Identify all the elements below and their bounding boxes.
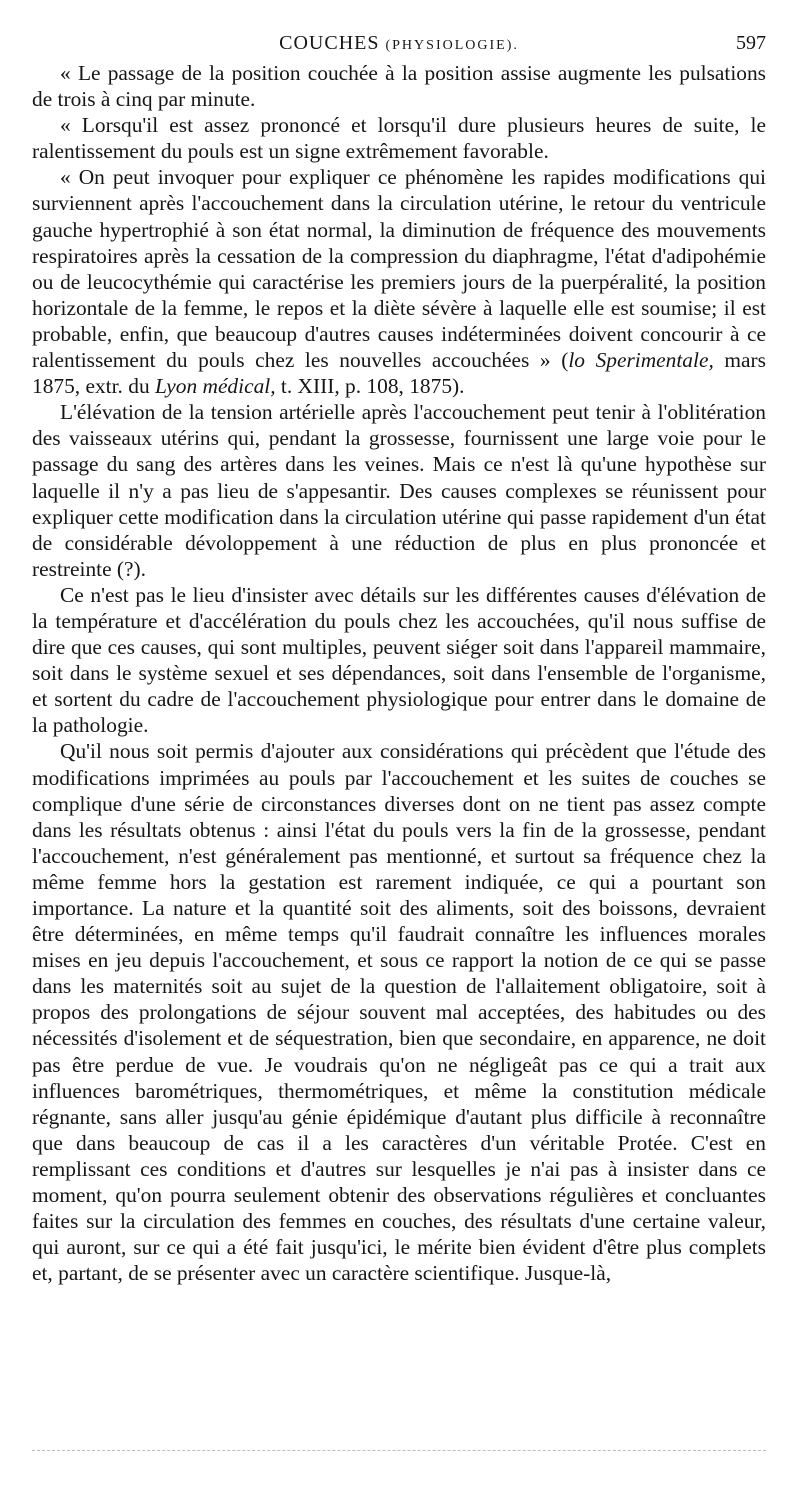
citation-source-lo-sperimentale: lo Sperimentale,	[568, 348, 714, 373]
running-head-subtitle: (PHYSIOLOGIE).	[385, 38, 519, 53]
paragraph-3-text-middle: mars 1875, extr. du	[32, 348, 766, 399]
paragraph-5: Ce n'est pas le lieu d'insister avec détails sur les différentes causes d'élévation de la température et d'accélération du pouls chez les accouchées, qu'il nous suffise de dire que ces causes, qui sont multiples, peuvent siéger soit dans l'appareil mammaire, soit dans le système sexuel et ses dépendances, soit dans l'ensemble de l'organisme, et sortent du cadre de l'accouchement physiologique pour entrer dans le domaine de la pathologie.	[32, 582, 766, 738]
paragraph-4: L'élévation de la tension artérielle après l'accouchement peut tenir à l'oblitération des vaisseaux utérins qui, pendant la grossesse, fournissent une large voie pour le passage du sang des artères dans les veines. Mais ce n'est là qu'une hypothèse sur laquelle il n'y a pas lieu de s'appesantir. Des causes complexes se réunissent pour expliquer cette modification dans la circulation utérine qui passe rapidement d'un état de considérable dévoloppement à une réduction de plus en plus prononcée et restreinte (?).	[32, 400, 766, 581]
paragraph-6: Qu'il nous soit permis d'ajouter aux considérations qui précèdent que l'étude des modifications imprimées au pouls par l'accouchement et les suites de couches se complique d'une série de circonstances diverses dont on ne tient pas assez compte dans les résultats obtenus : ainsi l'état du pouls vers la fin de la grossesse, pendant l'accouchement, n'est généralement pas mentionné, et surtout sa fréquence chez la même femme hors la gestation est rarement indiquée, ce qui a pourtant son importance. La nature et la quantité soit des aliments, soit des boissons, devraient être déterminées, en même temps qu'il faudrait connaître les influences morales mises en jeu depuis l'accouchement, et sous ce rapport la notion de ce qui se passe dans les maternités soit au sujet de la question de l'allaitement obligatoire, soit à propos des prolongations de séjour souvent mal acceptées, des habitudes ou des nécessités d'isolement et de séquestration, bien que secondaire, en apparence, ne doit pas être perdue de vue. Je voudrais qu'on ne négligeât pas ce qui a trait aux influences barométriques, thermométriques, et même la constitution médicale régnante, sans aller jusqu'au génie épidémique d'autant plus difficile à reconnaître que dans beaucoup de cas il a les caractères d'un véritable Protée. C'est en remplissant ces conditions et d'autres sur lesquelles je n'ai pas à insister dans ce moment, qu'on pourra seulement obtenir des observations régulières et concluantes faites sur la circulation des femmes en couches, des résultats d'une certaine valeur, qui auront, sur ce qui a été fait jusqu'ici, le mérite bien évident d'être plus complets et, partant, de se présenter avec un caractère scientifique. Jusque-là,	[32, 739, 766, 1286]
paragraph-3-text-before: « On peut invoquer pour expliquer ce phénomène les rapides modifications qui surviennent après l'accouchement dans la circulation utérine, le retour du ventricule gauche hypertrophié à son état normal, la diminution de fréquence des mouvements respiratoires après la cessation de la compression du diaphragme, l'état d'adipohémie ou de leucocythémie qui caractérise les premiers jours de la puerpéralité, la position horizontale de la femme, le repos et la diète sévère à laquelle elle est soumise; il est probable, enfin, que beaucoup d'autres causes indéterminées doivent concourir à ce ralentissement du pouls chez les nouvelles accouchées » (	[32, 165, 766, 373]
running-head-title: COUCHES	[279, 32, 380, 54]
page-number: 597	[736, 32, 766, 54]
paragraph-3-text-after: t. XIII, p. 108, 1875).	[275, 374, 465, 399]
paragraph-3	[32, 164, 766, 399]
paragraph-1: « Le passage de la position couchée à la position assise augmente les pulsations de trois à cinq par minute.	[32, 61, 766, 112]
paragraph-2: « Lorsqu'il est assez prononcé et lorsqu'il dure plusieurs heures de suite, le ralentissement du pouls est un signe extrêmement favorable.	[32, 113, 766, 164]
citation-source-lyon-medical: Lyon médical,	[155, 374, 276, 399]
page-header	[32, 28, 766, 58]
page-body	[32, 60, 766, 1286]
running-head	[32, 28, 766, 61]
footer-rule	[32, 1450, 766, 1451]
